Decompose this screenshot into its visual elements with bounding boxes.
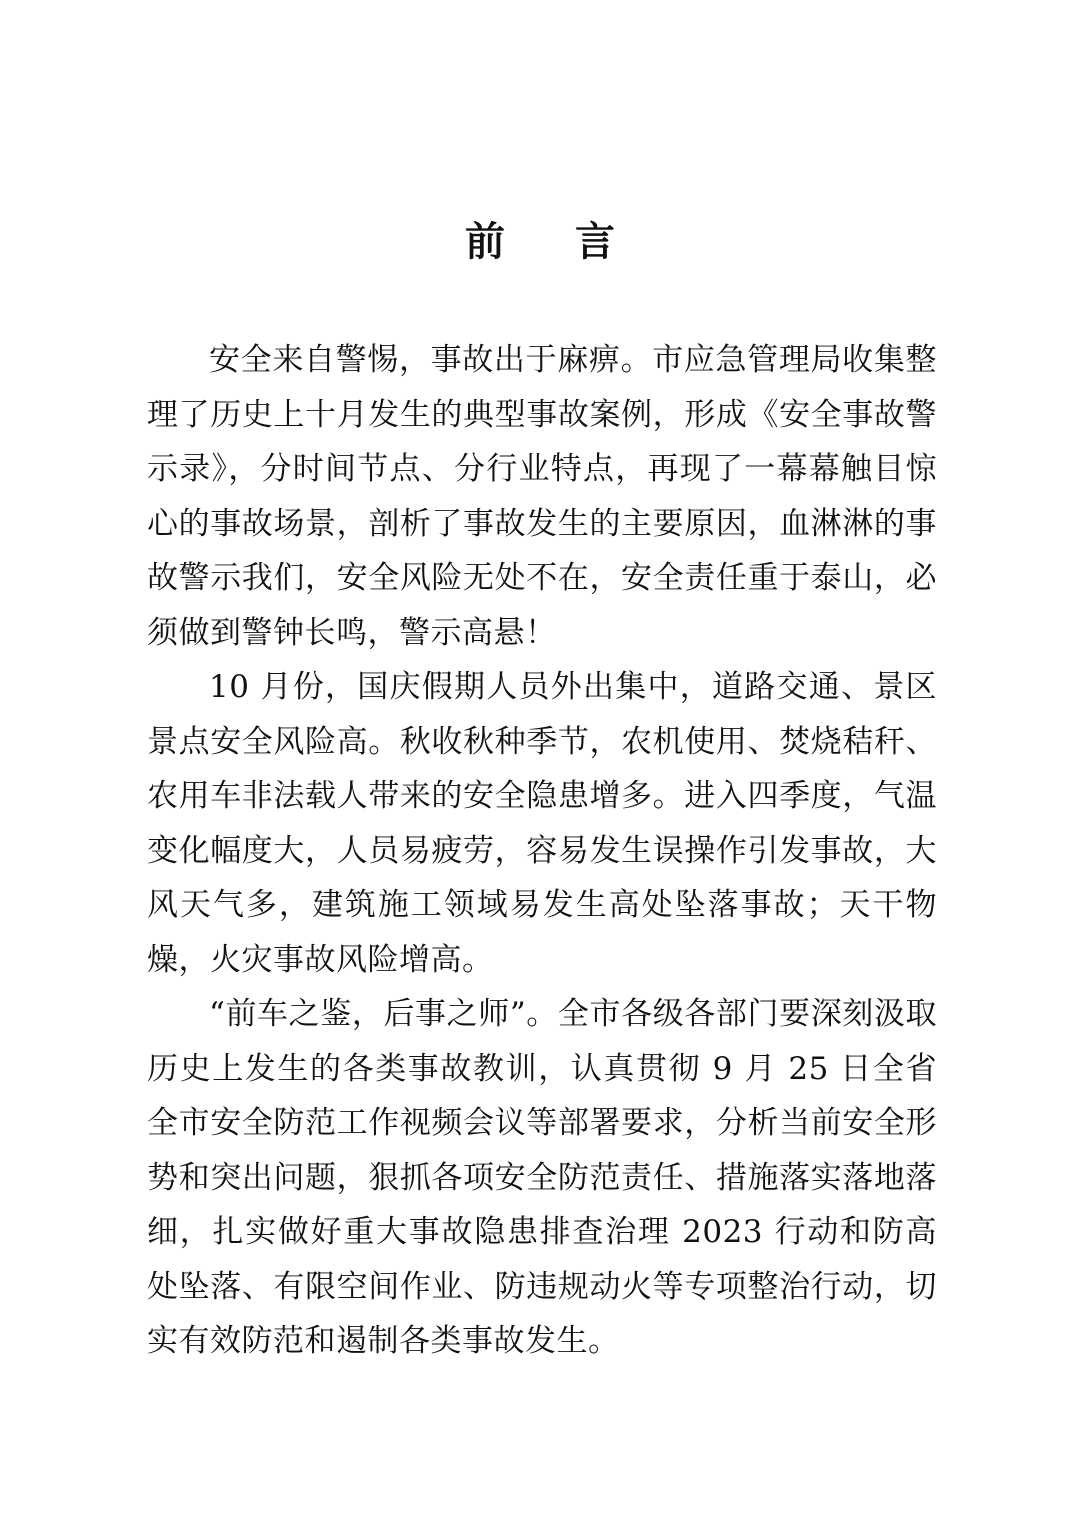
- paragraph-1: 安全来自警惕，事故出于麻痹。市应急管理局收集整理了历史上十月发生的典型事故案例，形成《安全事故警示录》，分时间节点、分行业特点，再现了一幕幕触目惊心的事故场景，剖析了事故发生的主要原因，血淋淋的事故警示我们，安全风险无处不在，安全责任重于泰山，必须做到警钟长鸣，警示高悬！: [147, 342, 937, 651]
- paragraph-2: 10 月份，国庆假期人员外出集中，道路交通、景区景点安全风险高。秋收秋种季节，农机使用、焚烧秸秆、农用车非法载人带来的安全隐患增多。进入四季度，气温变化幅度大，人员易疲劳，容易发生误操作引发事故，大风天气多，建筑施工领域易发生高处坠落事故；天干物燥，火灾事故风险增高。: [147, 669, 937, 978]
- paragraph-3: “前车之鉴，后事之师”。全市各级各部门要深刻汲取历史上发生的各类事故教训，认真贯彻 9 月 25 日全省全市安全防范工作视频会议等部署要求，分析当前安全形势和突出问题，狠抓各项安全防范责任、措施落实落地落细，扎实做好重大事故隐患排查治理 2023 行动和防高处坠落、有限空间作业、防违规动火等专项整治行动，切实有效防范和遏制各类事故发生。: [147, 996, 937, 1359]
- page-title: 前 言: [465, 218, 643, 265]
- document-body: [147, 333, 937, 1369]
